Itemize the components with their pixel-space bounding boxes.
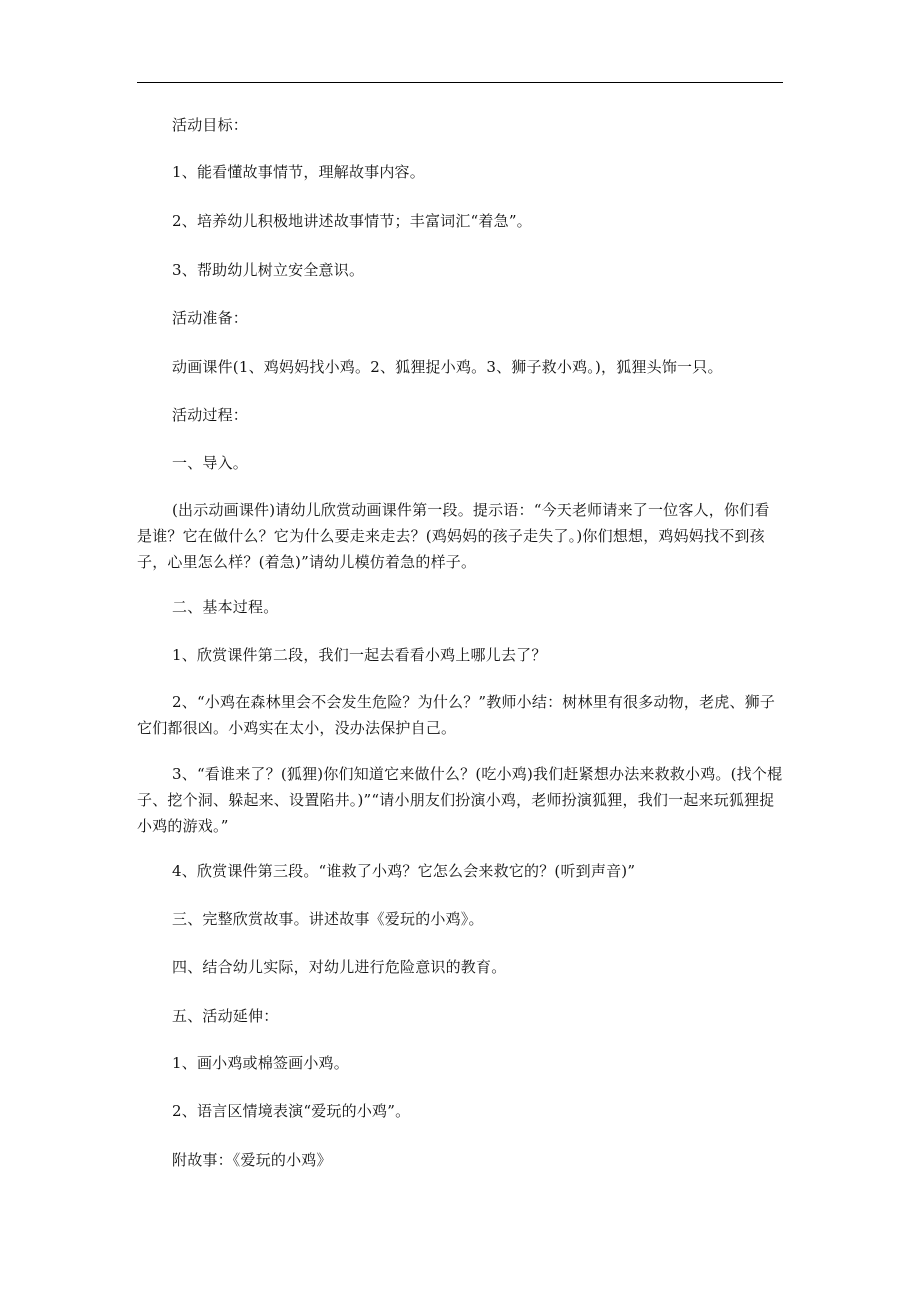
paragraph-basic-4: 4、欣赏课件第三段。“谁救了小鸡？它怎么会来救它的？(听到声音)” <box>172 862 636 880</box>
header-rule <box>137 82 783 83</box>
paragraph-section-3: 三、完整欣赏故事。讲述故事《爱玩的小鸡》。 <box>172 910 484 928</box>
paragraph-basic-1: 1、欣赏课件第二段，我们一起去看看小鸡上哪儿去了？ <box>172 646 547 664</box>
paragraph-basic-3: 3、“看谁来了？(狐狸)你们知道它来做什么？(吃小鸡)我们赶紧想办法来救救小鸡。(找个棍子、挖个洞、躲起来、设置陷井。)”“请小朋友们扮演小鸡，老师扮演狐狸，我们一起来玩狐狸捉小鸡的游戏。” <box>137 765 783 835</box>
paragraph-goal-2: 2、培养幼儿积极地讲述故事情节；丰富词汇“着急”。 <box>172 212 532 230</box>
paragraph-extension-1: 1、画小鸡或棉签画小鸡。 <box>172 1054 349 1072</box>
paragraph-section-4: 四、结合幼儿实际，对幼儿进行危险意识的教育。 <box>172 958 507 976</box>
paragraph-goal-3: 3、帮助幼儿树立安全意识。 <box>172 261 365 279</box>
paragraph-goals-heading: 活动目标： <box>172 116 249 134</box>
paragraph-preparation: 动画课件(1、鸡妈妈找小鸡。2、狐狸捉小鸡。3、狮子救小鸡。)，狐狸头饰一只。 <box>172 358 723 376</box>
paragraph-basic-heading: 二、基本过程。 <box>172 598 279 616</box>
paragraph-process-heading: 活动过程： <box>172 406 249 424</box>
paragraph-extension-2: 2、语言区情境表演“爱玩的小鸡”。 <box>172 1102 411 1120</box>
paragraph-story-title: 附故事：《爱玩的小鸡》 <box>172 1151 332 1169</box>
paragraph-preparation-heading: 活动准备： <box>172 309 249 327</box>
paragraph-intro-heading: 一、导入。 <box>172 454 249 472</box>
paragraph-intro: (出示动画课件)请幼儿欣赏动画课件第一段。提示语：“今天老师请来了一位客人，你们看是谁？它在做什么？它为什么要走来走去？(鸡妈妈的孩子走失了。)你们想想，鸡妈妈找不到孩子，心里怎么样？(着急)”请幼儿模仿着急的样子。 <box>137 501 770 571</box>
paragraph-goal-1: 1、能看懂故事情节，理解故事内容。 <box>172 163 425 181</box>
paragraph-extension-heading: 五、活动延伸： <box>172 1007 279 1025</box>
paragraph-basic-2: 2、“小鸡在森林里会不会发生危险？为什么？”教师小结：树林里有很多动物，老虎、狮子它们都很凶。小鸡实在太小，没办法保护自己。 <box>137 693 776 737</box>
